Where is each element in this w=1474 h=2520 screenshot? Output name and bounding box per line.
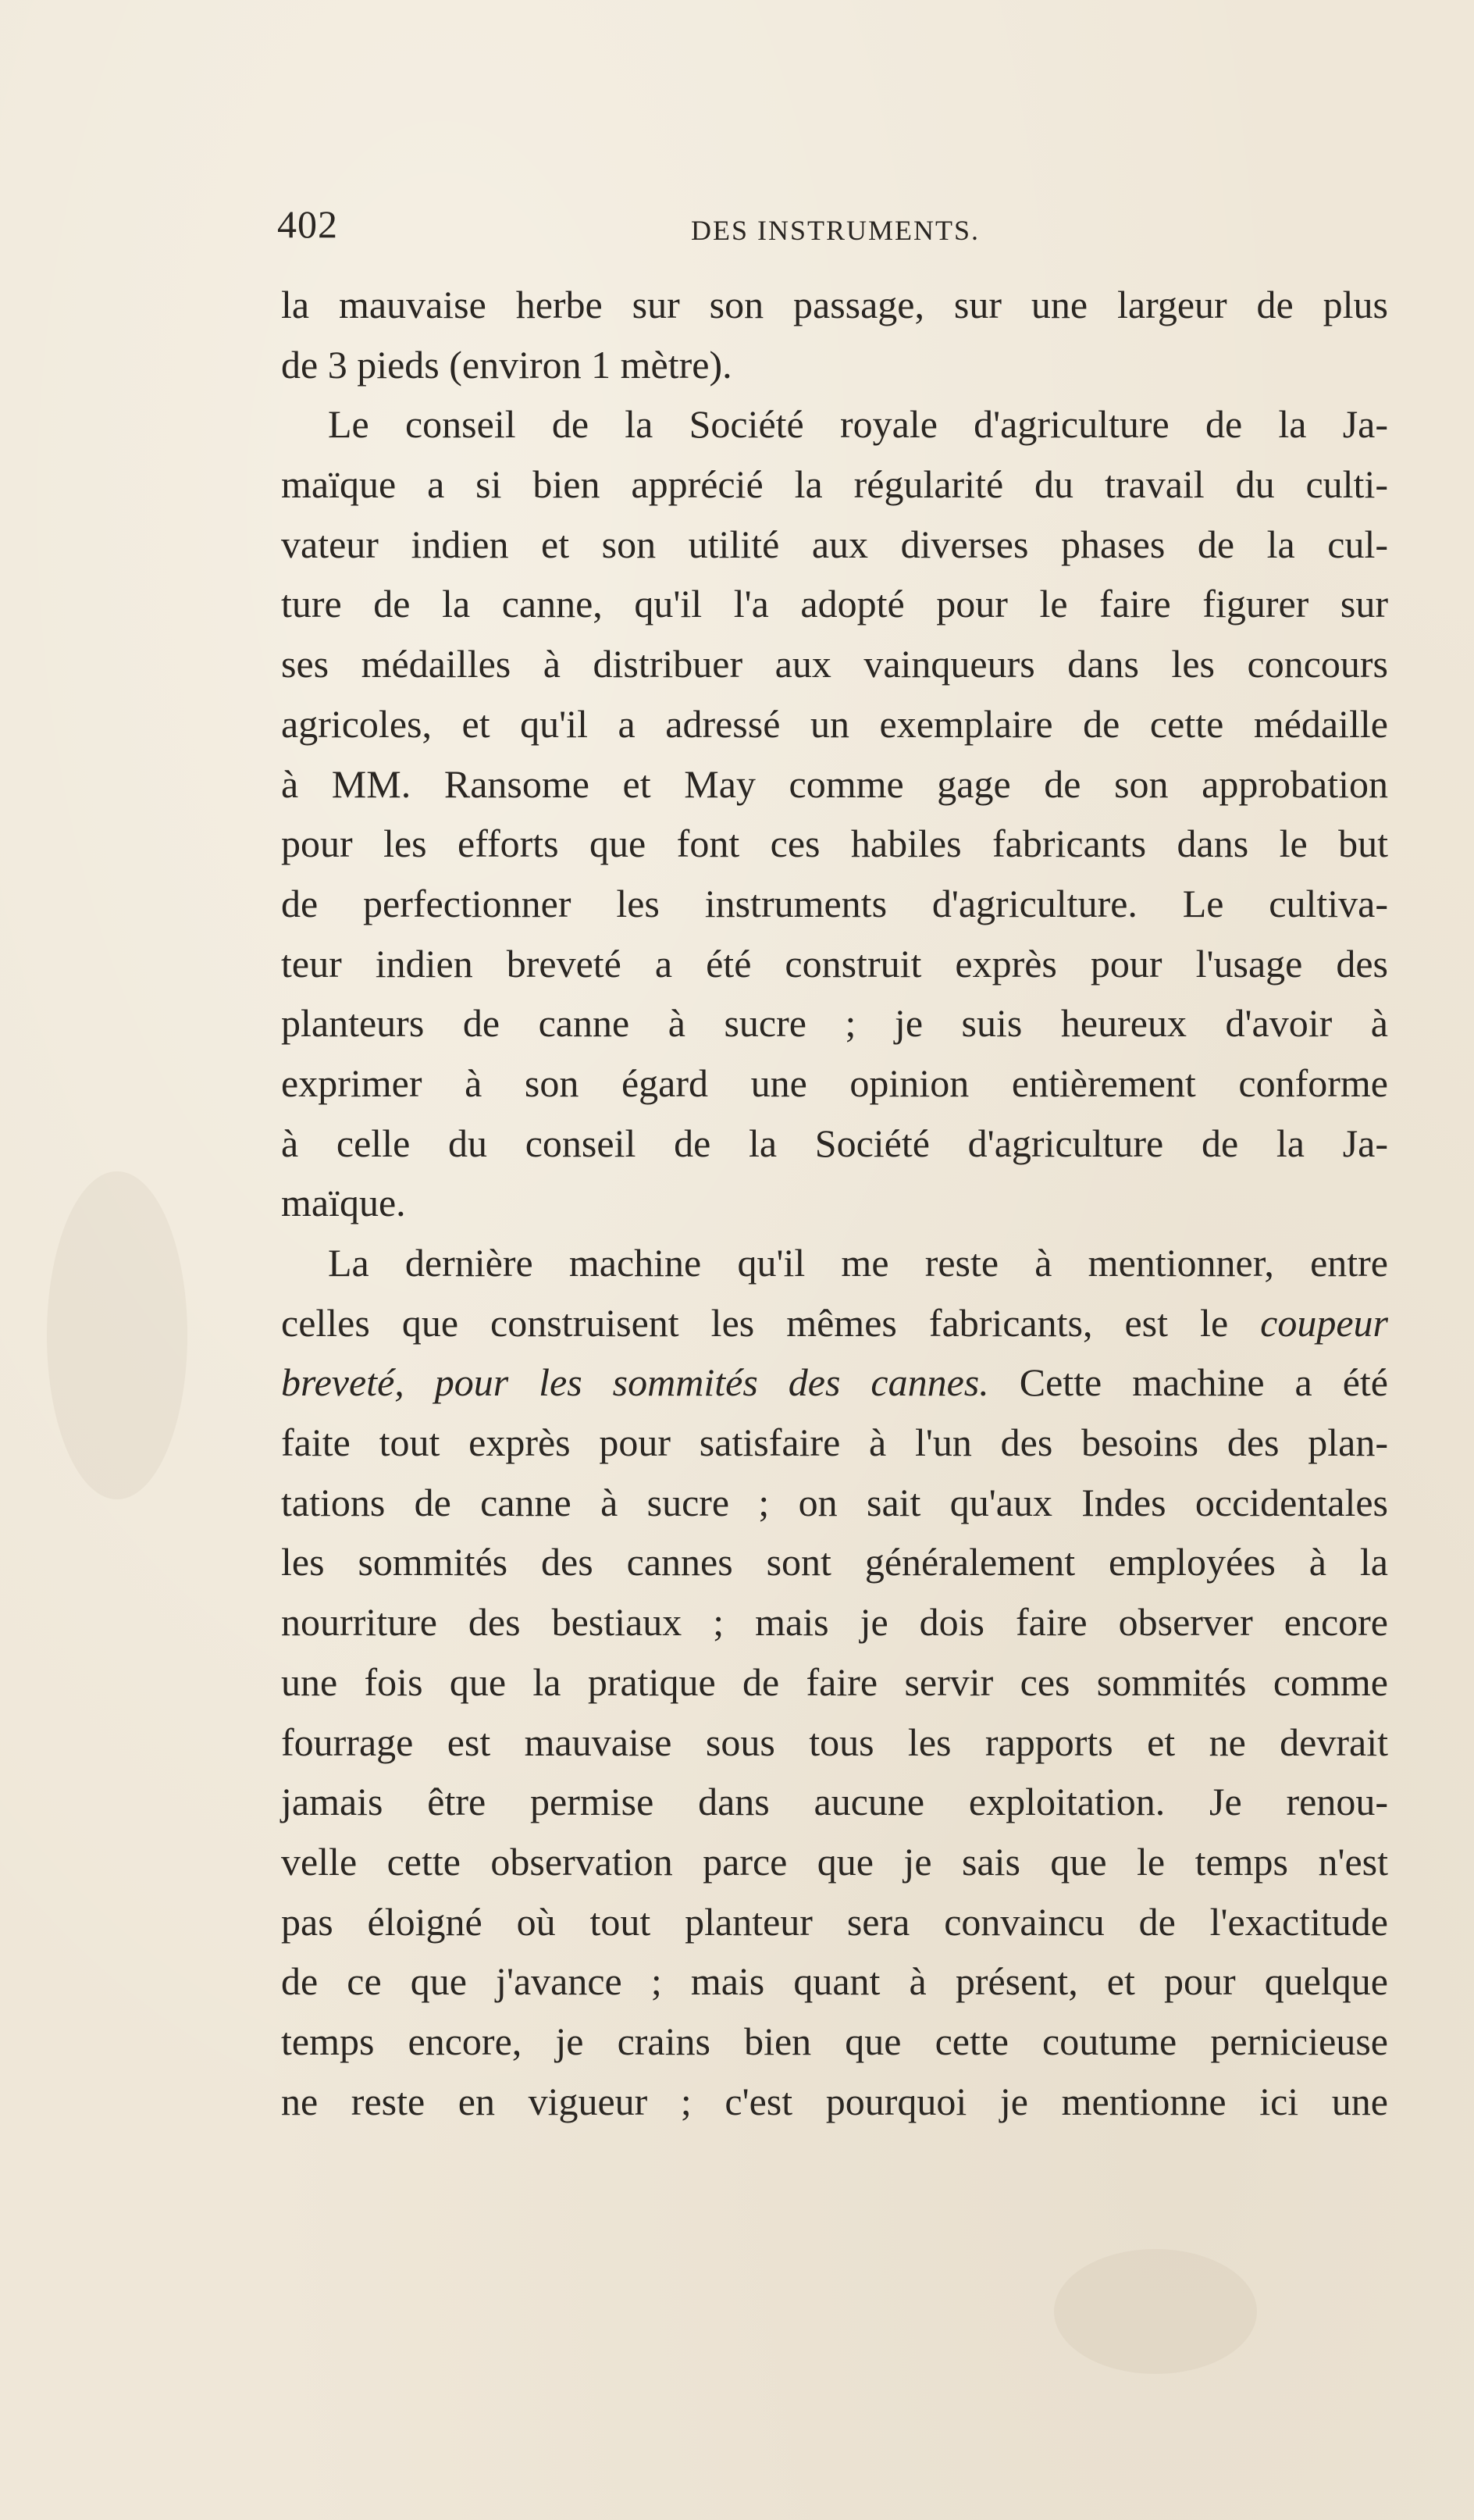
text-line: à MM. Ransome et May comme gage de son approbation xyxy=(281,761,1388,806)
machine-name-italic: coupeur xyxy=(1260,1300,1388,1345)
text-line: Le conseil de la Société royale d'agriculture de la Ja- xyxy=(328,402,1388,447)
text-line: nourriture des bestiaux ; mais je dois faire observer encore xyxy=(281,1600,1388,1645)
text-line: maïque. xyxy=(281,1181,406,1225)
text-line: faite tout exprès pour satisfaire à l'un des besoins des plan- xyxy=(281,1420,1388,1465)
paper-stain xyxy=(1054,2249,1257,2374)
text-line: à celle du conseil de la Société d'agriculture de la Ja- xyxy=(281,1121,1388,1165)
text-line: exprimer à son égard une opinion entièrement conforme xyxy=(281,1060,1388,1105)
text-line: jamais être permise dans aucune exploitation. Je renou- xyxy=(281,1780,1388,1824)
machine-name-italic: breveté, pour les sommités des cannes. xyxy=(281,1360,989,1405)
text-line: vateur indien et son utilité aux diverses phases de la cul- xyxy=(281,522,1388,566)
text-line: ture de la canne, qu'il l'a adopté pour le faire figurer sur xyxy=(281,582,1388,626)
body-text xyxy=(281,275,1388,2131)
text-line: La dernière machine qu'il me reste à mentionner, entre xyxy=(328,1241,1388,1285)
text-line: la mauvaise herbe sur son passage, sur une largeur de plus xyxy=(281,283,1388,326)
text-line: tations de canne à sucre ; on sait qu'aux Indes occidentales xyxy=(281,1480,1388,1524)
text-line: les sommités des cannes sont généralement employées à la xyxy=(281,1540,1388,1584)
text-line: planteurs de canne à sucre ; je suis heureux d'avoir à xyxy=(281,1001,1388,1046)
text-line: velle cette observation parce que je sais que le temps n'est xyxy=(281,1839,1388,1884)
running-title: DES INSTRUMENTS. xyxy=(690,215,981,246)
text-segment: Cette machine a été xyxy=(1019,1360,1389,1405)
text-line: ne reste en vigueur ; c'est pourquoi je mentionne ici une xyxy=(281,2079,1388,2123)
text-line xyxy=(281,1353,1388,1413)
page-number: 402 xyxy=(277,202,338,246)
text-line: maïque a si bien apprécié la régularité du travail du culti- xyxy=(281,462,1388,507)
text-line: ses médailles à distribuer aux vainqueurs dans les concours xyxy=(281,642,1388,686)
text-line: temps encore, je crains bien que cette coutume pernicieuse xyxy=(281,2019,1388,2063)
text-line: teur indien breveté a été construit exprès pour l'usage des xyxy=(281,941,1388,986)
text-line: de 3 pieds (environ 1 mètre). xyxy=(281,342,732,387)
text-line: pas éloigné où tout planteur sera convaincu de l'exactitude xyxy=(281,1899,1388,1944)
text-line: une fois que la pratique de faire servir ces sommités comme xyxy=(281,1659,1388,1704)
text-line: pour les efforts que font ces habiles fabricants dans le but xyxy=(281,822,1388,866)
text-line: de perfectionner les instruments d'agriculture. Le cultiva- xyxy=(281,881,1388,925)
text-line: fourrage est mauvaise sous tous les rapports et ne devrait xyxy=(281,1720,1388,1764)
text-line: de ce que j'avance ; mais quant à présent, et pour quelque xyxy=(281,1959,1388,2004)
text-line xyxy=(281,1293,1388,1353)
running-head xyxy=(277,201,1394,256)
text-line: agricoles, et qu'il a adressé un exemplaire de cette médaille xyxy=(281,701,1388,746)
paper-stain xyxy=(47,1171,187,1499)
text-segment: celles que construisent les mêmes fabricants, est le xyxy=(281,1300,1229,1345)
